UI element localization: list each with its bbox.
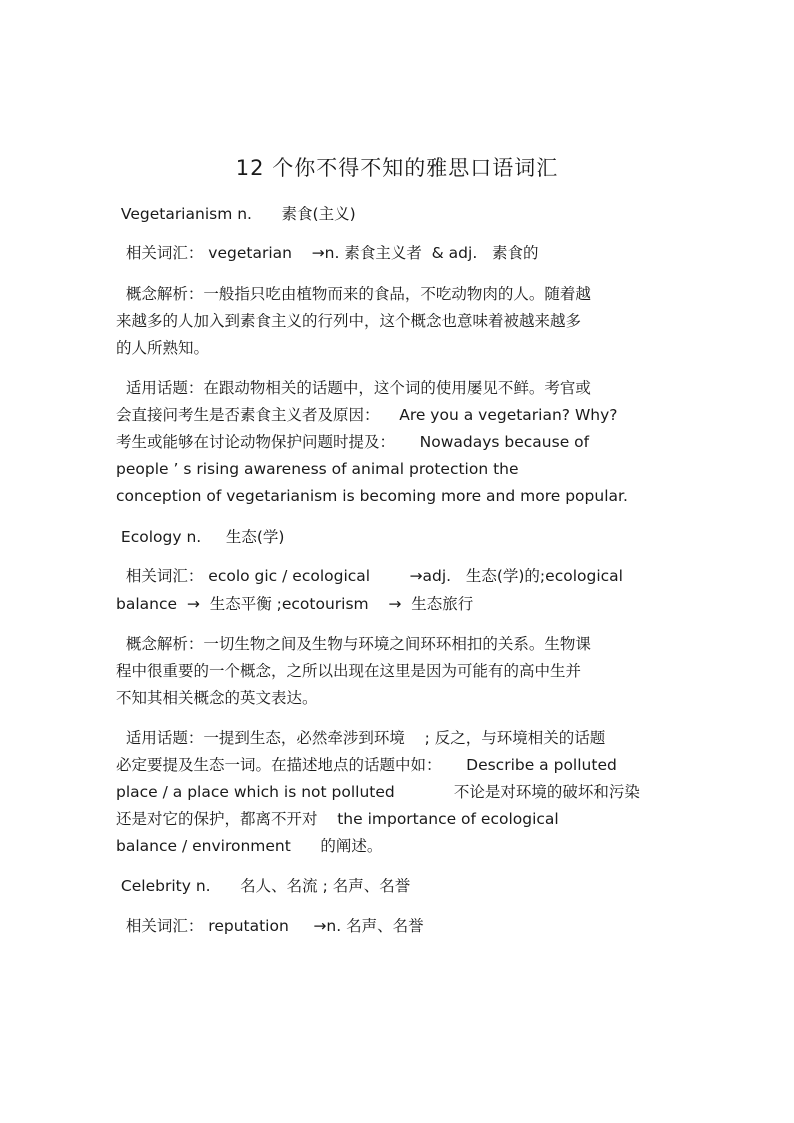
usage-line: conception of vegetarianism is becoming more and more popular. [116,487,628,505]
usage-line: balance / environment 的阐述。 [116,837,383,855]
concept-line: 的人所熟知。 [116,339,210,357]
term-heading-vegetarianism: Vegetarianism n. 素食(主义) [116,205,356,223]
related-words-line: balance → 生态平衡 ;ecotourism → 生态旅行 [116,595,474,613]
document-title: 12 个你不得不知的雅思口语词汇 [235,156,559,180]
concept-line: 概念解析：一般指只吃由植物而来的食品，不吃动物肉的人。随着越 [116,285,591,303]
usage-line: 适用话题：在跟动物相关的话题中，这个词的使用屡见不鲜。考官或 [116,379,591,397]
usage-line: 必定要提及生态一词。在描述地点的话题中如： Describe a polluted [116,756,617,774]
usage-line: 还是对它的保护，都离不开对 the importance of ecological [116,810,559,828]
usage-line: 考生或能够在讨论动物保护问题时提及： Nowadays because of [116,433,590,451]
concept-line: 概念解析：一切生物之间及生物与环境之间环环相扣的关系。生物课 [116,635,591,653]
concept-line: 程中很重要的一个概念，之所以出现在这里是因为可能有的高中生并 [116,662,582,680]
usage-line: place / a place which is not polluted 不论是对环境的破坏和污染 [116,783,640,801]
concept-line: 来越多的人加入到素食主义的行列中，这个概念也意味着被越来越多 [116,312,582,330]
term-heading-ecology: Ecology n. 生态(学) [116,528,285,546]
concept-line: 不知其相关概念的英文表达。 [116,689,318,707]
usage-line: people ’ s rising awareness of animal protection the [116,460,519,478]
term-heading-celebrity: Celebrity n. 名人、名流 ; 名声、名誉 [116,877,411,895]
usage-line: 适用话题：一提到生态，必然牵涉到环境 ; 反之，与环境相关的话题 [116,729,606,747]
related-words-line: 相关词汇： reputation →n. 名声、名誉 [116,917,424,935]
related-words-line: 相关词汇： vegetarian →n. 素食主义者 & adj. 素食的 [116,244,539,262]
related-words-line: 相关词汇： ecolo gic / ecological →adj. 生态(学)的;ecological [116,567,623,585]
usage-line: 会直接问考生是否素食主义者及原因： Are you a vegetarian? Why? [116,406,618,424]
